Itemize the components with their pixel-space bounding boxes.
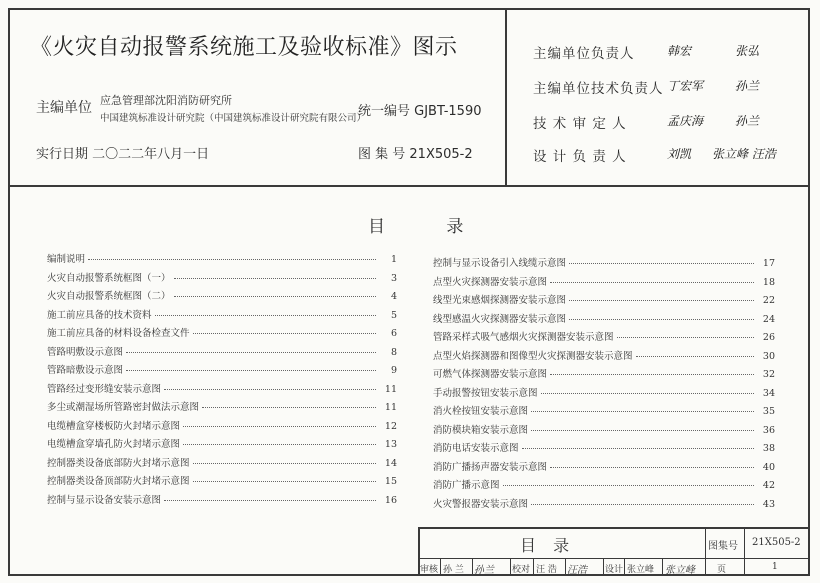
toc-item-title: 控制与显示设备安装示意图	[47, 494, 162, 506]
toc-item[interactable]	[433, 311, 775, 330]
toc-item-title: 控制器类设备底部防火封堵示意图	[47, 457, 190, 469]
title-block-divider	[705, 527, 706, 576]
toc-item-page: 11	[384, 402, 397, 413]
toc-leader-dots	[531, 430, 754, 431]
toc-leader-dots	[531, 504, 754, 505]
toc-leader-dots	[636, 356, 754, 357]
toc-item[interactable]	[47, 381, 397, 400]
design-name: 张立峰	[627, 565, 655, 575]
toc-item[interactable]	[47, 325, 397, 344]
toc-leader-dots	[503, 485, 754, 486]
toc-title: 目 录	[368, 217, 492, 237]
toc-item[interactable]	[47, 473, 397, 492]
toc-item-page: 14	[384, 457, 397, 469]
approval-signature: 丁宏军	[667, 79, 704, 93]
approval-signature: 孙兰	[735, 114, 760, 128]
toc-item-page: 22	[762, 295, 775, 306]
cell-divider	[662, 558, 663, 576]
approval-signature: 孟庆海	[667, 114, 704, 128]
toc-leader-dots	[202, 407, 376, 408]
toc-leader-dots	[174, 278, 376, 279]
title-block-name: 目 录	[520, 536, 576, 555]
atlas-title: 《火灾自动报警系统施工及验收标准》图示	[30, 35, 458, 60]
toc-item-title: 火灾警报器安装示意图	[433, 498, 529, 510]
toc-item-page: 11	[384, 383, 397, 395]
title-block-row-line	[418, 558, 810, 559]
toc-item-page: 13	[384, 439, 397, 450]
toc-item[interactable]	[433, 274, 775, 293]
toc-item-page: 8	[390, 346, 397, 358]
approval-role: 技 术 审 定 人	[533, 116, 627, 132]
toc-leader-dots	[569, 300, 754, 301]
toc-item[interactable]	[47, 270, 397, 289]
toc-leader-dots	[164, 500, 376, 501]
toc-item[interactable]	[433, 385, 775, 404]
toc-leader-dots	[193, 481, 376, 482]
toc-item-title: 控制器类设备顶部防火封堵示意图	[47, 476, 190, 487]
toc-item[interactable]	[47, 344, 397, 363]
toc-item[interactable]	[433, 348, 775, 367]
approval-signature: 张立峰 汪浩	[712, 147, 776, 161]
toc-item-title: 管路经过变形缝安装示意图	[47, 383, 162, 395]
toc-leader-dots	[183, 444, 376, 445]
toc-item-page: 16	[384, 494, 397, 506]
toc-item-title: 施工前应具备的材料设备检查文件	[47, 328, 190, 339]
toc-item[interactable]	[433, 366, 775, 385]
toc-item[interactable]	[433, 496, 775, 515]
toc-item-page: 1	[390, 254, 397, 265]
toc-item-title: 火灾自动报警系统框图（一）	[47, 272, 171, 284]
toc-leader-dots	[126, 352, 376, 353]
review-signature: 孙兰	[474, 565, 494, 576]
approval-role: 主编单位负责人	[533, 46, 635, 62]
toc-leader-dots	[569, 319, 754, 320]
toc-item-page: 17	[762, 258, 775, 269]
toc-item[interactable]	[433, 422, 775, 441]
toc-item-title: 消防广播示意图	[433, 480, 500, 491]
toc-leader-dots	[183, 426, 376, 427]
toc-item-page: 43	[762, 498, 775, 510]
toc-item-page: 34	[762, 387, 775, 399]
toc-item-page: 26	[762, 332, 775, 343]
toc-item[interactable]	[47, 362, 397, 381]
editor-unit-label: 主编单位	[36, 100, 92, 116]
toc-item-title: 线型光束感烟探测器安装示意图	[433, 295, 567, 306]
approval-signature: 刘凯	[667, 147, 692, 161]
toc-item[interactable]	[433, 459, 775, 478]
title-block-divider	[744, 527, 745, 576]
toc-leader-dots	[617, 337, 754, 338]
toc-item[interactable]	[433, 329, 775, 348]
header-divider	[8, 185, 810, 187]
title-block-atlas-value: 21X505-2	[752, 537, 801, 548]
toc-item-title: 消防电话安装示意图	[433, 443, 519, 454]
check-label: 校对	[512, 565, 531, 575]
toc-item-title: 点型火焰探测器和图像型火灾探测器安装示意图	[433, 350, 633, 362]
toc-leader-dots	[541, 393, 754, 394]
toc-leader-dots	[174, 296, 376, 297]
toc-item-page: 5	[390, 309, 397, 321]
toc-leader-dots	[522, 448, 754, 449]
approval-signature: 孙兰	[735, 79, 760, 93]
toc-item-title: 线型感温火灾探测器安装示意图	[433, 313, 567, 325]
toc-item-title: 消防广播扬声器安装示意图	[433, 461, 548, 473]
toc-item-title: 管路采样式吸气感烟火灾探测器安装示意图	[433, 332, 614, 343]
toc-leader-dots	[164, 389, 376, 390]
check-name: 汪 浩	[536, 565, 557, 575]
toc-item[interactable]	[47, 399, 397, 418]
cell-divider	[510, 558, 511, 576]
toc-item[interactable]	[47, 455, 397, 474]
toc-item-page: 18	[762, 276, 775, 288]
toc-leader-dots	[550, 467, 754, 468]
toc-leader-dots	[569, 263, 754, 264]
cell-divider	[440, 558, 441, 576]
toc-item[interactable]	[47, 307, 397, 326]
toc-leader-dots	[193, 463, 376, 464]
toc-leader-dots	[155, 315, 376, 316]
cell-divider	[565, 558, 566, 576]
review-label: 审核	[420, 565, 439, 575]
toc-item[interactable]	[47, 492, 397, 511]
toc-item-page: 3	[390, 272, 397, 284]
toc-item-title: 编制说明	[47, 254, 86, 265]
toc-item-page: 6	[390, 328, 397, 339]
toc-item-title: 电缆槽盒穿楼板防火封堵示意图	[47, 420, 181, 432]
toc-leader-dots	[550, 374, 754, 375]
toc-left-column	[47, 251, 397, 510]
toc-item[interactable]	[47, 288, 397, 307]
toc-item[interactable]	[47, 418, 397, 437]
toc-leader-dots	[126, 370, 376, 371]
toc-item-title: 电缆槽盒穿墙孔防火封堵示意图	[47, 439, 181, 450]
cell-divider	[603, 558, 604, 576]
toc-item-title: 多尘或潮湿场所管路密封做法示意图	[47, 402, 200, 413]
editor-unit-2: 中国建筑标准设计研究院（中国建筑标准设计研究院有限公司）	[100, 113, 367, 124]
toc-item-page: 30	[762, 350, 775, 362]
toc-right-column	[433, 255, 775, 514]
toc-item-page: 35	[762, 406, 775, 417]
toc-item-page: 40	[762, 461, 775, 473]
toc-item[interactable]	[47, 436, 397, 455]
toc-item-page: 42	[762, 480, 775, 491]
toc-item[interactable]	[433, 440, 775, 459]
toc-item-page: 36	[762, 424, 775, 436]
unified-number: 统一编号 GJBT-1590	[358, 104, 482, 119]
toc-item-title: 消防模块箱安装示意图	[433, 424, 529, 436]
cell-divider	[472, 558, 473, 576]
page-value: 1	[772, 562, 778, 572]
atlas-number: 图 集 号 21X505-2	[358, 147, 473, 162]
title-block-top-line	[418, 527, 810, 529]
toc-item-title: 管路明敷设示意图	[47, 346, 124, 358]
toc-item-title: 施工前应具备的技术资料	[47, 309, 152, 321]
header-vertical-divider	[505, 8, 507, 186]
toc-item-title: 手动报警按钮安装示意图	[433, 387, 538, 399]
toc-item-page: 32	[762, 369, 775, 380]
effective-date: 实行日期 二〇二二年八月一日	[36, 147, 210, 162]
toc-item-title: 可燃气体探测器安装示意图	[433, 369, 548, 380]
toc-item-page: 15	[384, 476, 397, 487]
toc-item-page: 12	[384, 420, 397, 432]
check-signature: 汪浩	[567, 565, 587, 576]
toc-item-title: 管路暗敷设示意图	[47, 365, 124, 376]
toc-item[interactable]	[433, 292, 775, 311]
toc-leader-dots	[550, 282, 754, 283]
toc-item[interactable]	[433, 477, 775, 496]
cell-divider	[533, 558, 534, 576]
toc-item-page: 9	[390, 365, 397, 376]
cell-divider	[624, 558, 625, 576]
design-label: 设计	[605, 565, 624, 575]
toc-item-title: 火灾自动报警系统框图（二）	[47, 291, 171, 302]
approval-role: 设 计 负 责 人	[533, 149, 627, 165]
toc-leader-dots	[531, 411, 754, 412]
approval-signature: 张弘	[735, 44, 760, 58]
toc-leader-dots	[193, 333, 376, 334]
toc-item[interactable]	[47, 251, 397, 270]
toc-leader-dots	[88, 259, 376, 260]
approval-signature: 韩宏	[667, 44, 692, 58]
toc-item-page: 38	[762, 443, 775, 454]
approval-role: 主编单位技术负责人	[533, 81, 664, 97]
toc-item[interactable]	[433, 403, 775, 422]
toc-item-page: 24	[762, 313, 775, 325]
review-name: 孙 兰	[443, 565, 464, 575]
toc-item[interactable]	[433, 255, 775, 274]
toc-item-title: 控制与显示设备引入线缆示意图	[433, 258, 567, 269]
toc-item-title: 消火栓按钮安装示意图	[433, 406, 529, 417]
toc-item-title: 点型火灾探测器安装示意图	[433, 276, 548, 288]
editor-unit-1: 应急管理部沈阳消防研究所	[100, 94, 232, 107]
page-label: 页	[717, 565, 727, 575]
design-signature: 张立峰	[665, 565, 695, 576]
toc-item-page: 4	[390, 291, 397, 302]
title-block-atlas-label: 图集号	[708, 541, 738, 552]
